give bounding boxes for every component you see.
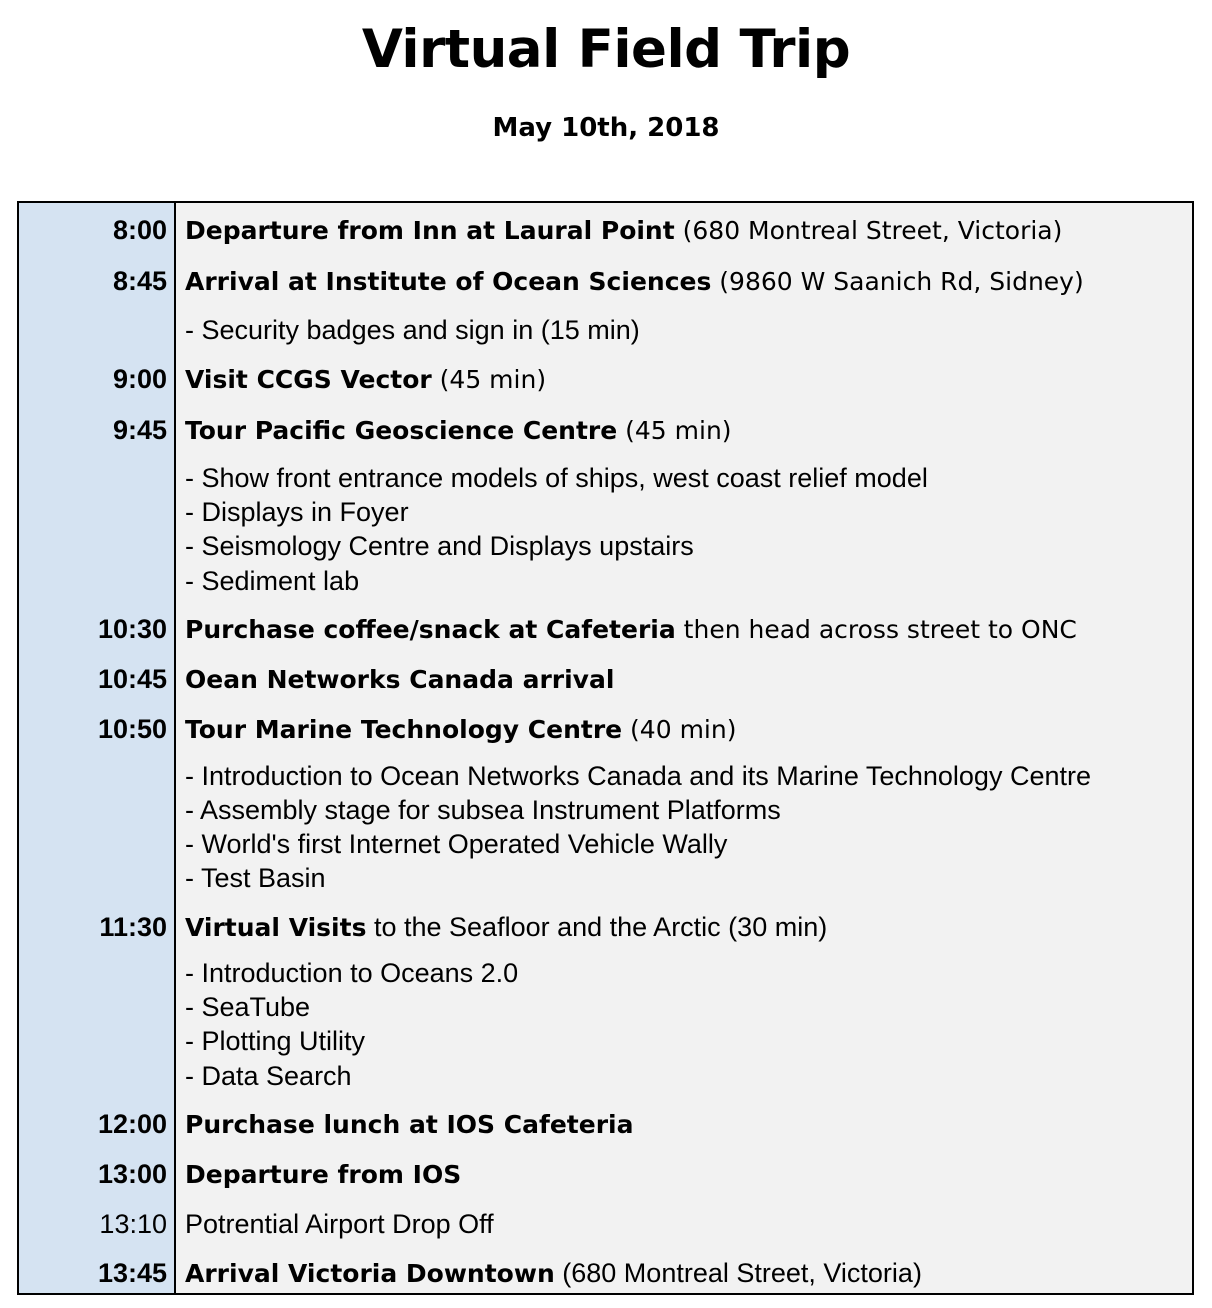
time-cell: 12:00 (97, 1109, 167, 1139)
event-detail: (40 min) (622, 715, 737, 744)
subitem-text: - Test Basin (185, 863, 326, 893)
time-cell: 13:45 (97, 1258, 167, 1288)
time-cell: 8:00 (112, 215, 167, 245)
event-title: Arrival Victoria Downtown (185, 1259, 555, 1288)
event-title: Departure from IOS (185, 1160, 462, 1189)
event-title: Purchase coffee/snack at Cafeteria (185, 615, 676, 644)
time-cell: 8:45 (112, 266, 167, 296)
event-description (185, 264, 1084, 299)
trip-date: May 10th, 2018 (492, 113, 720, 143)
event-description (185, 712, 736, 747)
time-cell: 13:00 (97, 1159, 167, 1189)
page-title: Virtual Field Trip (361, 19, 851, 80)
event-title: Tour Marine Technology Centre (185, 715, 623, 744)
event-title: Visit CCGS Vector (185, 365, 432, 394)
event-title: Departure from Inn at Laural Point (185, 216, 675, 245)
event-detail: (45 min) (617, 416, 732, 445)
time-cell: 10:50 (97, 714, 167, 744)
event-description (185, 910, 827, 945)
event-description (185, 213, 1062, 248)
subitem-text: - Security badges and sign in (15 min) (185, 315, 640, 345)
event-title: Virtual Visits (185, 913, 367, 942)
event-description (185, 1157, 461, 1192)
event-title: Oean Networks Canada arrival (185, 665, 615, 694)
subitem-text: - SeaTube (185, 992, 311, 1022)
subitem-text: - World's first Internet Operated Vehicle Wally (185, 829, 728, 859)
event-detail: to the Seafloor and the Arctic (30 min) (366, 912, 828, 942)
event-detail: (680 Montreal Street, Victoria) (554, 1258, 922, 1288)
event-detail: (680 Montreal Street, Victoria) (674, 216, 1063, 245)
event-detail: (9860 W Saanich Rd, Sidney) (711, 267, 1084, 296)
subitem-text: - Seismology Centre and Displays upstairs (185, 531, 694, 561)
subitem-text: - Introduction to Oceans 2.0 (185, 958, 519, 988)
subitem-text: - Introduction to Ocean Networks Canada and its Marine Technology Centre (185, 761, 1091, 791)
schedule-table (17, 201, 1194, 1295)
time-cell: 13:10 (99, 1209, 167, 1239)
event-title: Purchase lunch at IOS Cafeteria (185, 1110, 634, 1139)
time-cell: 10:30 (97, 614, 167, 644)
subitem-text: - Displays in Foyer (185, 497, 409, 527)
time-cell: 10:45 (97, 664, 167, 694)
time-cell: 9:00 (112, 364, 167, 394)
event-description (185, 1207, 494, 1241)
event-description (185, 413, 732, 448)
event-title: Arrival at Institute of Ocean Sciences (185, 267, 712, 296)
time-cell: 9:45 (112, 415, 167, 445)
subitem-text: - Show front entrance models of ships, west coast relief model (185, 463, 928, 493)
subitem-text: - Data Search (185, 1061, 352, 1091)
event-detail: (45 min) (431, 365, 547, 394)
event-description (185, 612, 1077, 647)
time-cell: 11:30 (99, 912, 167, 942)
subitem-text: - Sediment lab (185, 566, 360, 596)
subitem-text: - Assembly stage for subsea Instrument Platforms (185, 795, 781, 825)
event-description (185, 1107, 633, 1142)
event-description (185, 362, 546, 397)
event-detail: Potrential Airport Drop Off (185, 1209, 494, 1239)
event-description (185, 662, 614, 697)
event-description (185, 1256, 922, 1291)
event-title: Tour Pacific Geoscience Centre (185, 416, 618, 445)
subitem-text: - Plotting Utility (185, 1026, 366, 1056)
event-detail: then head across street to ONC (675, 615, 1077, 644)
